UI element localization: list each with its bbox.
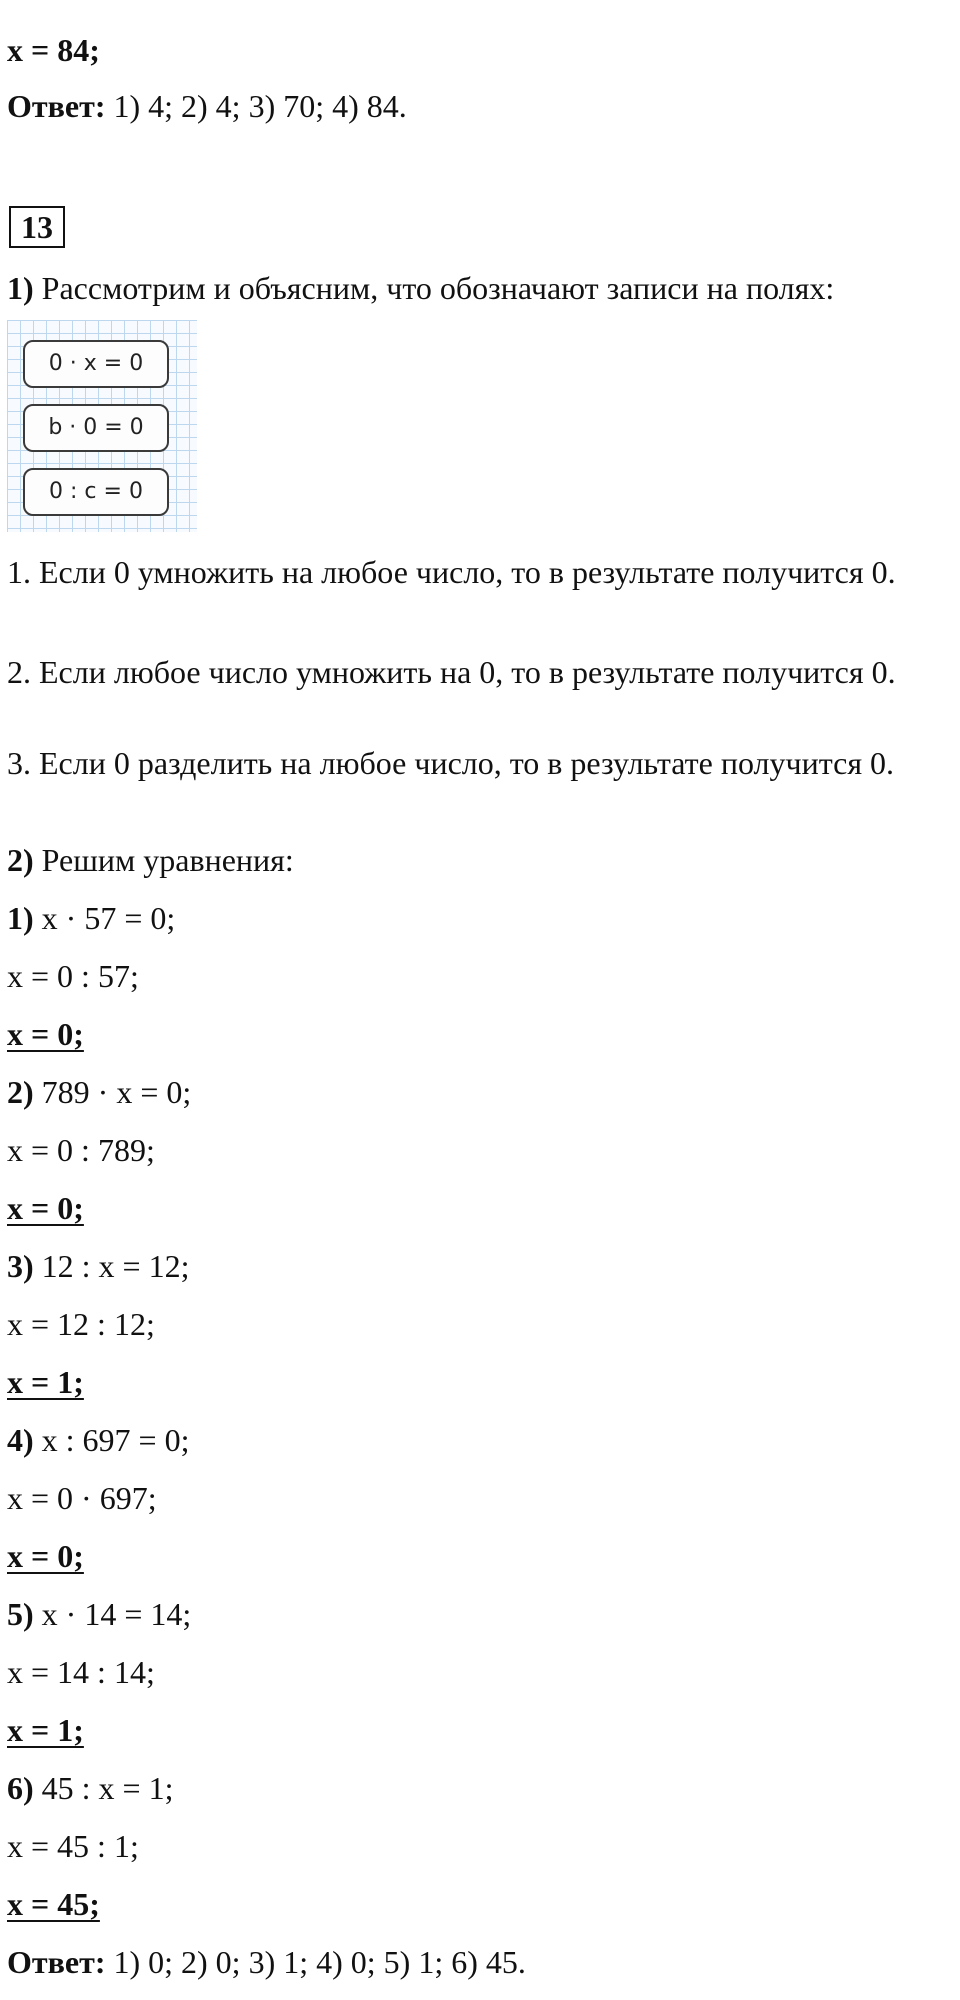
equation-3-eq: 12 : x = 12; <box>33 1248 190 1284</box>
margin-notes-image <box>7 320 197 532</box>
margin-note-2: b · 0 = 0 <box>23 404 169 452</box>
equation-6 <box>7 1768 173 1808</box>
equation-5-eq: x · 14 = 14; <box>33 1596 192 1632</box>
part2-heading <box>7 840 294 880</box>
part1-heading <box>7 268 834 308</box>
equation-1-label: 1) <box>7 900 34 936</box>
equation-4 <box>7 1420 189 1460</box>
equation-1-result: x = 0; <box>7 1016 84 1052</box>
task-number-box: 13 <box>9 206 65 248</box>
equation-2 <box>7 1072 191 1112</box>
equation-4-step: x = 0 · 697; <box>7 1480 157 1516</box>
equation-2-eq: 789 · x = 0; <box>33 1074 192 1110</box>
prev-answer-text: 1) 4; 2) 4; 3) 70; 4) 84. <box>105 88 407 124</box>
equation-1-eq: x · 57 = 0; <box>33 900 176 936</box>
part1-text: Рассмотрим и объясним, что обозначают записи на полях: <box>33 270 835 306</box>
part2-label: 2) <box>7 842 34 878</box>
equation-6-step: x = 45 : 1; <box>7 1828 139 1864</box>
equation-6-result: x = 45; <box>7 1886 100 1922</box>
part2-text: Решим уравнения: <box>33 842 294 878</box>
equation-3 <box>7 1246 189 1286</box>
margin-note-1: 0 · x = 0 <box>23 340 169 388</box>
equation-2-result: x = 0; <box>7 1190 84 1226</box>
final-answer <box>7 1942 526 1982</box>
explanation-2: 2. Если любое число умножить на 0, то в результате получится 0. <box>7 654 896 690</box>
equation-2-label: 2) <box>7 1074 34 1110</box>
equation-6-label: 6) <box>7 1770 34 1806</box>
equation-5-label: 5) <box>7 1596 34 1632</box>
equation-4-eq: x : 697 = 0; <box>33 1422 190 1458</box>
prev-answer <box>7 86 407 126</box>
equation-4-label: 4) <box>7 1422 34 1458</box>
equation-5-result: x = 1; <box>7 1712 84 1748</box>
equation-1 <box>7 898 175 938</box>
equation-4-result: x = 0; <box>7 1538 84 1574</box>
part1-label: 1) <box>7 270 34 306</box>
equation-2-step: x = 0 : 789; <box>7 1132 155 1168</box>
equation-5 <box>7 1594 191 1634</box>
equation-1-step: x = 0 : 57; <box>7 958 139 994</box>
margin-note-3: 0 : c = 0 <box>23 468 169 516</box>
explanation-1: 1. Если 0 умножить на любое число, то в результате получится 0. <box>7 554 896 590</box>
equation-3-step: x = 12 : 12; <box>7 1306 155 1342</box>
equation-3-label: 3) <box>7 1248 34 1284</box>
prev-result: x = 84; <box>7 32 100 68</box>
equation-3-result: x = 1; <box>7 1364 84 1400</box>
equation-6-eq: 45 : x = 1; <box>33 1770 174 1806</box>
equation-5-step: x = 14 : 14; <box>7 1654 155 1690</box>
final-answer-text: 1) 0; 2) 0; 3) 1; 4) 0; 5) 1; 6) 45. <box>105 1944 526 1980</box>
prev-answer-label: Ответ: <box>7 88 106 124</box>
explanation-3: 3. Если 0 разделить на любое число, то в результате получится 0. <box>7 745 895 781</box>
final-answer-label: Ответ: <box>7 1944 106 1980</box>
